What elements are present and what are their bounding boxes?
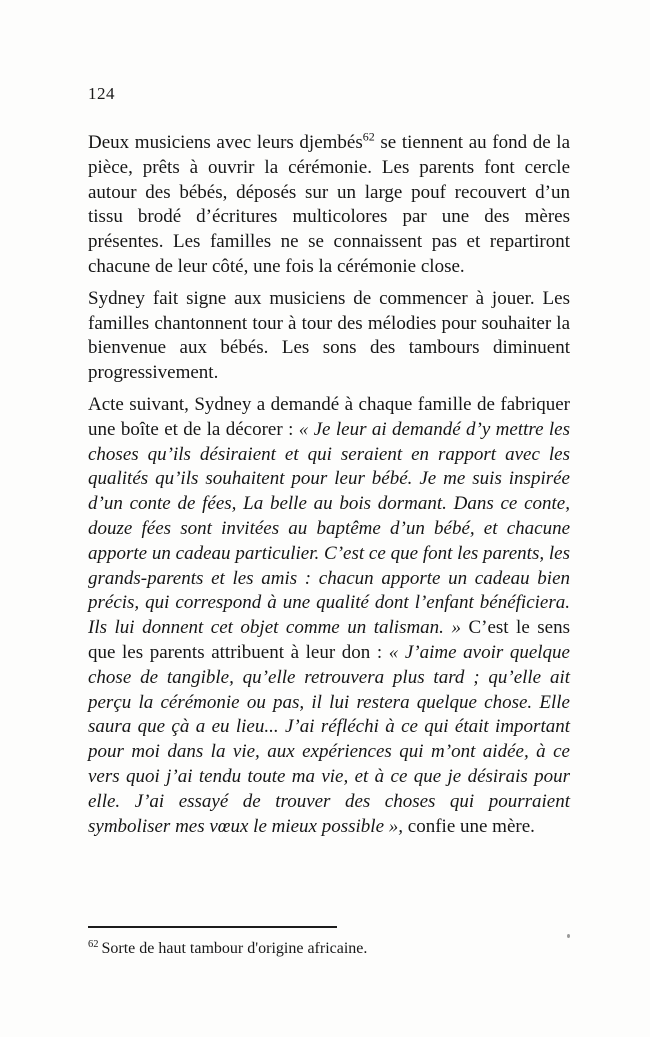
paragraph: [88, 287, 570, 386]
paragraph: [88, 131, 570, 280]
body-text-run: Acte suivant, Sydney a demandé à chaque famille de fabriquer une boîte et de la décorer :: [88, 393, 570, 440]
paragraph: [88, 393, 570, 839]
footnote-reference: 62: [362, 129, 375, 144]
body-text-run: C’est le sens que les parents attribuent à leur don :: [88, 617, 570, 663]
footnote-text: Sorte de haut tambour d'origine africaine.: [101, 940, 368, 957]
quoted-italic-text: « Je leur ai demandé d’y mettre les choses qu’ils désiraient et qui seraient en rapport avec les qualités qu’ils souhaitent pour leur bébé. Je me suis inspirée d’un conte de fées, La belle au bois dormant. Dans ce conte, douze fées sont invitées au baptême d’un bébé, et chacune apporte un cadeau particulier. C’est ce que font les parents, les grands-parents et les amis : chacun apporte un cadeau bien précis, qui correspond à une qualité dont l’enfant bénéficiera. Ils lui donnent cet objet comme un talisman. »: [88, 418, 570, 639]
body-text: [88, 131, 570, 846]
body-text-run: confie une mère.: [403, 815, 535, 837]
footnote-marker: 62: [88, 938, 99, 950]
scan-artifact-dot: [567, 934, 570, 938]
quoted-italic-text: « J’aime avoir quelque chose de tangible, qu’elle retrouvera plus tard ; qu’elle ait perçu la cérémonie ou pas, il lui restera quelque chose. Elle saura que çà a eu lieu... J’ai réfléchi à ce qui était important pour moi dans la vie, aux expériences qui m’ont aidée, à ce vers quoi j’ai tendu toute ma vie, et à ce que je désirais pour elle. J’ai essayé de trouver des choses qui pourraient symboliser mes vœux le mieux possible »,: [88, 641, 570, 837]
body-text-run: se tiennent au fond de la pièce, prêts à ouvrir la cérémonie. Les parents font cercle autour des bébés, déposés sur un large pouf recouvert d’un tissu brodé d’écritures multicolores par une des mères présentes. Les familles ne se connaissent pas et repartiront chacune de leur côté, une fois la cérémonie close.: [88, 132, 571, 277]
footnote-separator: [88, 926, 337, 928]
page-number: 124: [88, 84, 115, 103]
body-text-run: Deux musiciens avec leurs djembés: [88, 132, 363, 153]
footnote: [88, 938, 570, 959]
body-text-run: Sydney fait signe aux musiciens de commencer à jouer. Les familles chantonnent tour à tour des mélodies pour souhaiter la bienvenue aux bébés. Les sons des tambours diminuent progressivement.: [88, 287, 570, 384]
